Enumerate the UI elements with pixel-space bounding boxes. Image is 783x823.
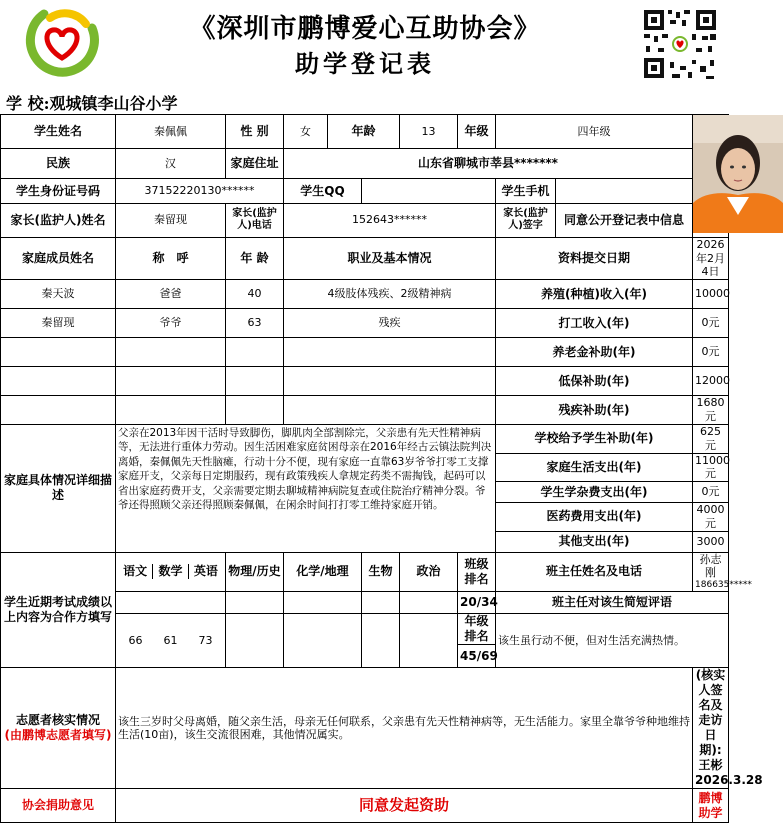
- situation-label: 家庭具体情况详细描述: [1, 425, 116, 553]
- school-label: 学 校:: [6, 94, 50, 113]
- guardian-phone: 152643******: [284, 203, 496, 237]
- family-empty-cell: [226, 338, 284, 367]
- finance-value-7: 11000元: [693, 453, 729, 482]
- qq-label: 学生QQ: [284, 179, 362, 204]
- qr-code-icon: [640, 6, 720, 82]
- finance-label-6: 学校给予学生补助(年): [496, 425, 693, 454]
- family-empty-cell: [1, 396, 116, 425]
- volunteer-sub-label: (由鹏博志愿者填写): [4, 728, 112, 743]
- grade-rank: 45/69: [458, 645, 496, 668]
- opinion-label: 协会捐助意见: [1, 789, 116, 823]
- finance-label-7: 家庭生活支出(年): [496, 453, 693, 482]
- family-empty-cell: [284, 338, 496, 367]
- family-empty-cell: [226, 396, 284, 425]
- ethnicity-value: 汉: [116, 148, 226, 179]
- finance-value-9: 4000元: [693, 503, 729, 532]
- brand-label: 鹏博助学: [693, 789, 729, 823]
- finance-value-8: 0元: [693, 482, 729, 503]
- finance-value-3: 0元: [693, 338, 729, 367]
- finance-label-4: 低保补助(年): [496, 367, 693, 396]
- finance-value-0: 2026年2月4日: [693, 237, 729, 279]
- finance-label-8: 学生学杂费支出(年): [496, 482, 693, 503]
- volunteer-label: 志愿者核实情况: [15, 713, 100, 728]
- form-subtitle: 助学登记表: [295, 49, 435, 78]
- finance-value-2: 0元: [693, 309, 729, 338]
- score-chinese: 66: [128, 633, 143, 647]
- teacher-comment: 该生虽行动不便，但对生活充满热情。: [496, 614, 729, 668]
- family-member-relation: 爸爸: [116, 280, 226, 309]
- address-label: 家庭住址: [226, 148, 284, 179]
- subject-label: 政治: [400, 552, 458, 592]
- age-value: 13: [400, 115, 458, 149]
- guardian-name-label: 家长(监护人)姓名: [1, 203, 116, 237]
- association-logo: [22, 4, 102, 80]
- score-politics: [400, 614, 458, 668]
- qq-value: [362, 179, 496, 204]
- family-empty-cell: [284, 396, 496, 425]
- finance-label-5: 残疾补助(年): [496, 396, 693, 425]
- score-physics: [226, 614, 284, 668]
- guardian-sign: 同意公开登记表中信息: [556, 203, 693, 237]
- family-empty-cell: [226, 367, 284, 396]
- score-cell: [226, 592, 284, 614]
- student-photo: [693, 115, 729, 238]
- family-empty-cell: [1, 338, 116, 367]
- teacher-name: 孙志刚: [699, 552, 722, 580]
- exam-label: 学生近期考试成绩以上内容为合作方填写: [1, 552, 116, 668]
- finance-label-10: 其他支出(年): [496, 531, 693, 552]
- form-header: [0, 0, 728, 88]
- guardian-sign-label: 家长(监护人)签字: [496, 203, 556, 237]
- phone-label: 学生手机: [496, 179, 556, 204]
- finance-label-0: 资料提交日期: [496, 237, 693, 279]
- grade-value: 四年级: [496, 115, 693, 149]
- verify-signature: (核实人签名及走访日期):王彬 2026.3.28: [693, 668, 729, 789]
- score-math: 61: [163, 633, 178, 647]
- subject-label: 物理/历史: [226, 552, 284, 592]
- class-rank-label: 班级排名: [458, 552, 496, 592]
- subject-label: 化学/地理: [284, 552, 362, 592]
- guardian-phone-label: 家长(监护人)电话: [226, 203, 284, 237]
- family-member-age: 40: [226, 280, 284, 309]
- teacher-phone: 186635*****: [695, 580, 752, 590]
- family-member-age: 63: [226, 309, 284, 338]
- teacher-label: 班主任姓名及电话: [496, 552, 693, 592]
- scores-main: [116, 614, 226, 668]
- finance-value-6: 625元: [693, 425, 729, 454]
- family-member-name: 秦留现: [1, 309, 116, 338]
- subject-label: 语文: [118, 564, 153, 579]
- family-empty-cell: [116, 338, 226, 367]
- registration-form: [0, 114, 763, 823]
- score-cell: [284, 592, 362, 614]
- subject-label: 生物: [362, 552, 400, 592]
- class-rank: 20/34: [458, 592, 496, 614]
- id-label: 学生身份证号码: [1, 179, 116, 204]
- finance-value-5: 1680元: [693, 396, 729, 425]
- score-biology: [362, 614, 400, 668]
- situation-text: 父亲在2013年因干活时导致脚伤，脚肌肉全部割除完，父亲患有先天性精神病等，无法进行重体力劳动。因生活困难家庭贫困母亲在2016年经古云镇法院判决离婚，秦佩佩先天性脑瘫，行动十分不便，现有家庭一直靠63岁爷爷打零工支撑家庭开支，父亲每日定期服药，现有政策残疾人拿规定药类不需掏钱，起码可以省出家庭药费开支，父亲需要定期去聊城精神病院复查或住院治疗精神分裂。爷爷还得照顾父亲还得照顾秦佩佩，在闲余时间打打零工维持家庭开销。: [116, 425, 496, 553]
- opinion-value: 同意发起资助: [116, 789, 693, 823]
- subject-label: 英语: [193, 564, 218, 579]
- grade-label: 年级: [458, 115, 496, 149]
- family-empty-cell: [116, 367, 226, 396]
- school-name: 观城镇李山谷小学: [49, 94, 178, 113]
- finance-value-4: 12000: [693, 367, 729, 396]
- grade-rank-label: 年级排名: [458, 614, 496, 645]
- family-header-name: 家庭成员姓名: [1, 237, 116, 279]
- subject-label: 数学: [153, 564, 188, 579]
- form-title: 《深圳市鹏博爱心互助协会》: [189, 14, 541, 44]
- volunteer-label-cell: [1, 668, 116, 789]
- family-empty-cell: [116, 396, 226, 425]
- family-header-age: 年 龄: [226, 237, 284, 279]
- gender-label: 性 别: [226, 115, 284, 149]
- subject-chinese: [116, 552, 226, 592]
- finance-label-3: 养老金补助(年): [496, 338, 693, 367]
- family-header-relation: 称 呼: [116, 237, 226, 279]
- family-member-relation: 爷爷: [116, 309, 226, 338]
- score-english: 73: [198, 633, 213, 647]
- family-member-name: 秦天波: [1, 280, 116, 309]
- family-empty-cell: [1, 367, 116, 396]
- student-name: 秦佩佩: [116, 115, 226, 149]
- phone-value: [556, 179, 693, 204]
- score-cell: [362, 592, 400, 614]
- finance-value-10: 3000: [693, 531, 729, 552]
- school-line: [6, 91, 178, 114]
- id-value: 37152220130******: [116, 179, 284, 204]
- address-value: 山东省聊城市莘县*******: [284, 148, 693, 179]
- teacher-contact: [693, 552, 752, 592]
- finance-label-2: 打工收入(年): [496, 309, 693, 338]
- student-name-label: 学生姓名: [1, 115, 116, 149]
- age-label: 年龄: [328, 115, 400, 149]
- family-header-info: 职业及基本情况: [284, 237, 496, 279]
- score-cell: [116, 592, 226, 614]
- finance-label-9: 医药费用支出(年): [496, 503, 693, 532]
- gender-value: 女: [284, 115, 328, 149]
- family-member-info: 4级肢体残疾、2级精神病: [284, 280, 496, 309]
- ethnicity-label: 民族: [1, 148, 116, 179]
- volunteer-text: 该生三岁时父母离婚，随父亲生活，母亲无任何联系，父亲患有先天性精神病等，无生活能力。家里全靠爷爷种地维持生活(10亩)，该生交流很困难，其他情况属实。: [116, 668, 693, 789]
- family-empty-cell: [284, 367, 496, 396]
- score-chemistry: [284, 614, 362, 668]
- guardian-name: 秦留现: [116, 203, 226, 237]
- teacher-comment-label: 班主任对该生简短评语: [496, 592, 729, 614]
- score-cell: [400, 592, 458, 614]
- family-member-info: 残疾: [284, 309, 496, 338]
- finance-label-1: 养殖(种植)收入(年): [496, 280, 693, 309]
- finance-value-1: 10000: [693, 280, 729, 309]
